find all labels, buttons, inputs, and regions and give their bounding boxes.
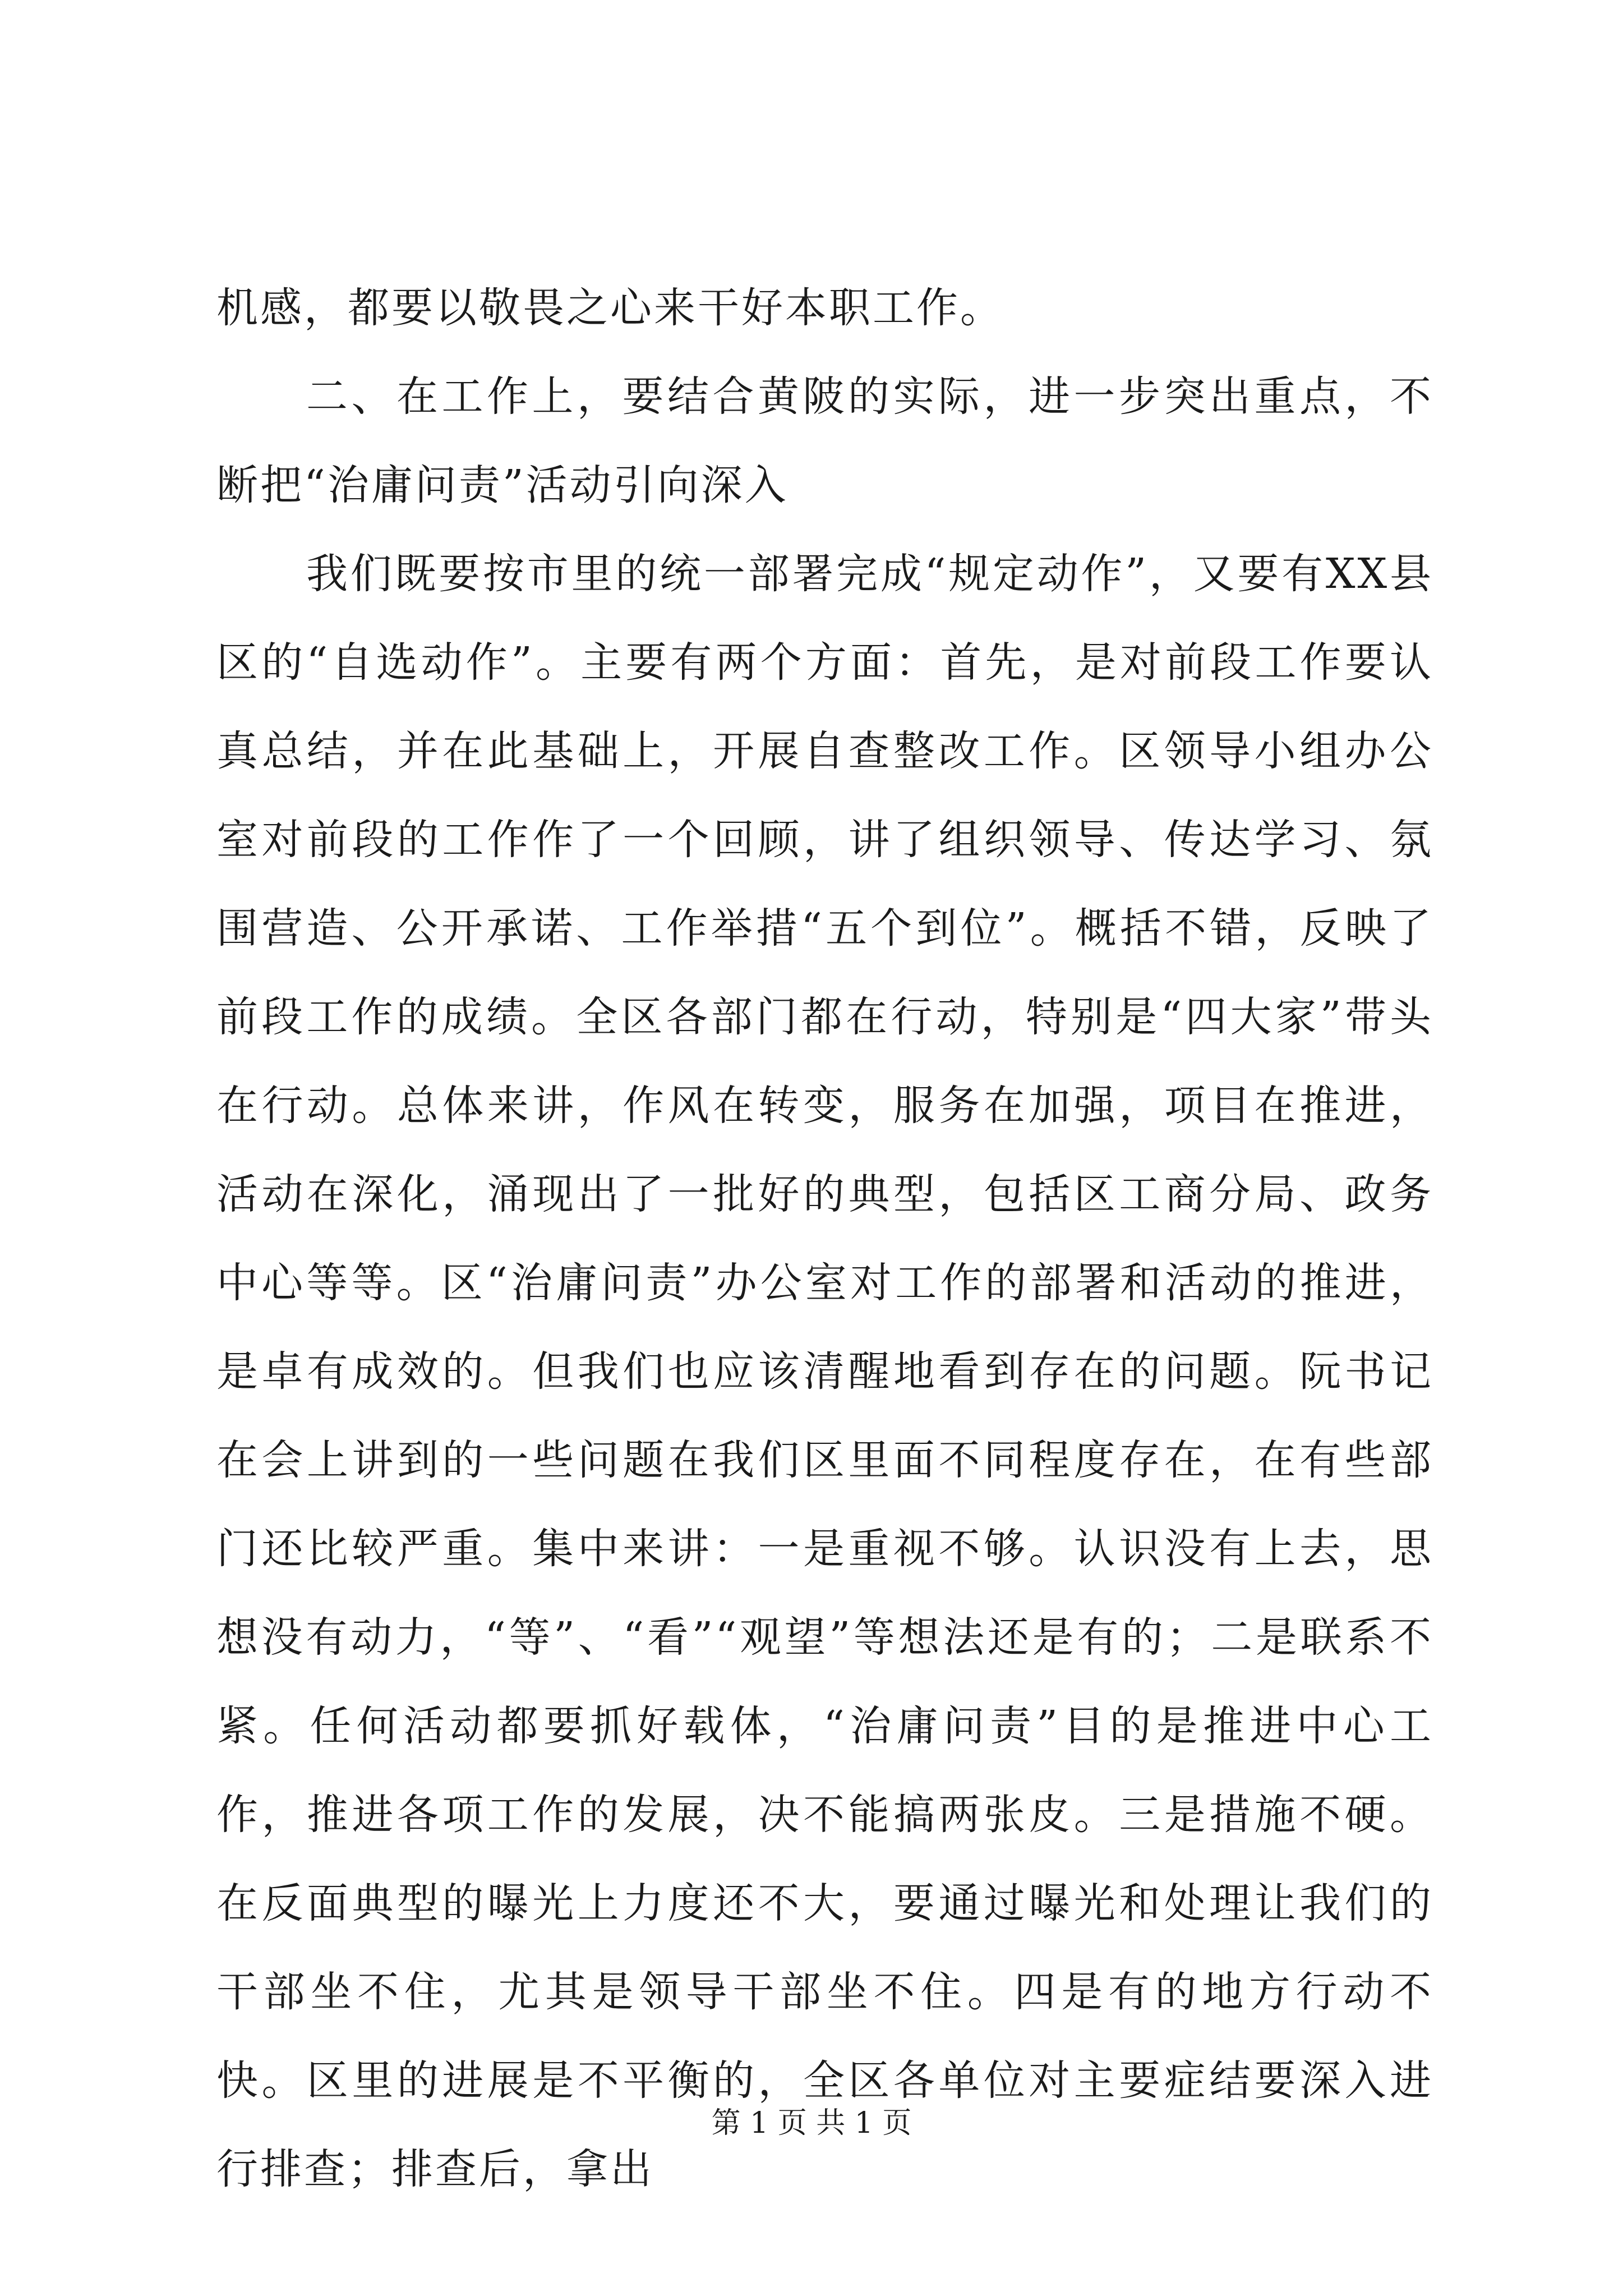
page-footer: 第 1 页 共 1 页 xyxy=(711,2106,912,2140)
paragraph-main: 我们既要按市里的统一部署完成“规定动作”，又要有XX县区的“自选动作”。主要有两个方面：首先，是对前段工作要认真总结，并在此基础上，开展自查整改工作。区领导小组办公室对前段的工作作了一个回顾，讲了组织领导、传达学习、氛围营造、公开承诺、工作举措“五个到位”。概括不错，反映了前段工作的成绩。全区各部门都在行动，特别是“四大家”带头在行动。总体来讲，作风在转变，服务在加强，项目在推进，活动在深化，涌现出了一批好的典型，包括区工商分局、政务中心等等。区“治庸问责”办公室对工作的部署和活动的推进，是卓有成效的。但我们也应该清醒地看到存在的问题。阮书记在会上讲到的一些问题在我们区里面不同程度存在，在有些部门还比较严重。集中来讲：一是重视不够。认识没有上去，思想没有动力，“等”、“看”“观望”等想法还是有的；二是联系不紧。任何活动都要抓好载体，“治庸问责”目的是推进中心工作，推进各项工作的发展，决不能搞两张皮。三是措施不硬。在反面典型的曝光上力度还不大，要通过曝光和处理让我们的干部坐不住，尤其是领导干部坐不住。四是有的地方行动不快。区里的进展是不平衡的，全区各单位对主要症结要深入进行排查；排查后，拿出 xyxy=(216,550,1433,2193)
document-body xyxy=(216,264,1433,2214)
paragraph-continuation: 机感，都要以敬畏之心来干好本职工作。 xyxy=(216,284,1004,332)
paragraph-section-heading: 二、在工作上，要结合黄陂的实际，进一步突出重点，不断把“治庸问责”活动引向深入 xyxy=(216,372,1433,509)
